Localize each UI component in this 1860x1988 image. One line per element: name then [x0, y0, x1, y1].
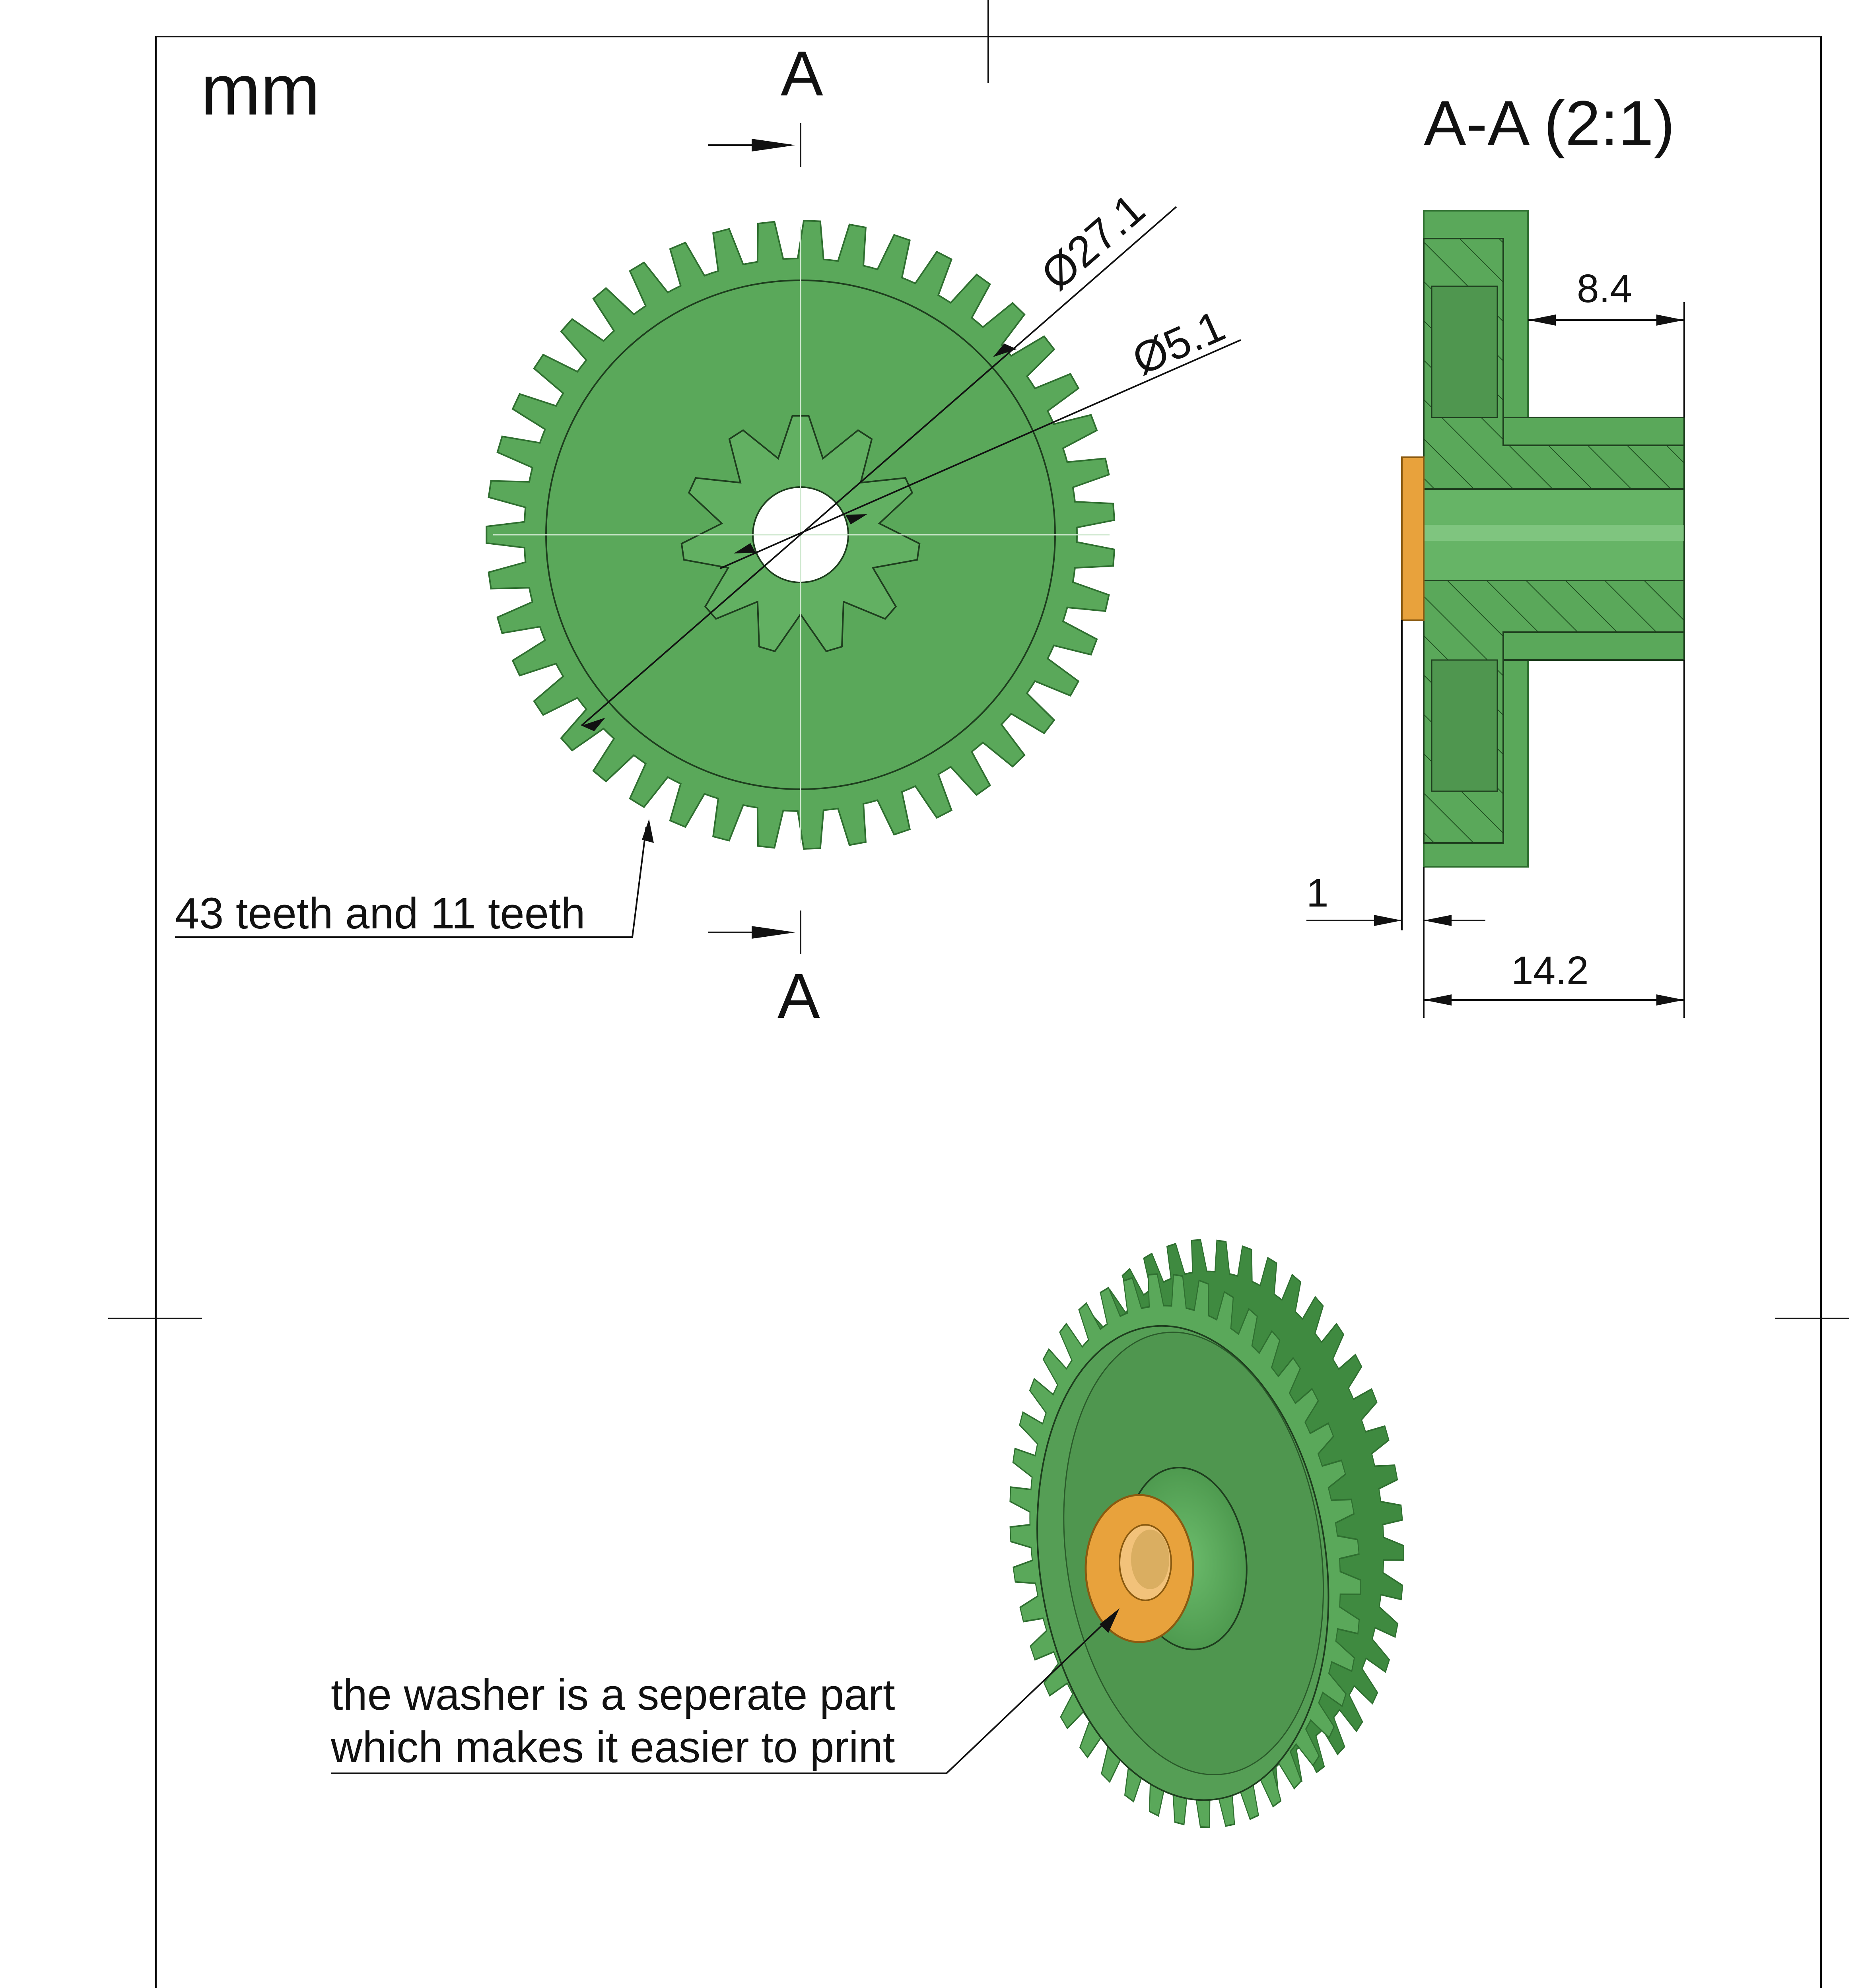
dim-hub-length: 8.4 — [1577, 266, 1633, 311]
iso-washer — [1086, 1495, 1193, 1642]
iso-view — [330, 1217, 1442, 1850]
teeth-note-arrow — [642, 819, 654, 843]
dim-8-4-arrow-left — [1528, 315, 1556, 326]
dim-14-2-arrow-right — [1656, 994, 1684, 1006]
section-groove-lower — [1432, 660, 1497, 791]
dim-bore-diameter: Ø5.1 — [1125, 301, 1232, 384]
dim-1-arrow-right — [1424, 915, 1452, 926]
teeth-note: 43 teeth and 11 teeth — [175, 889, 585, 938]
dim-total: 14.2 — [1511, 948, 1589, 993]
iso-note-line2: which makes it easier to print — [331, 1723, 895, 1772]
section-view-title: A-A (2:1) — [1424, 87, 1675, 159]
dim-washer: 1 — [1306, 871, 1329, 915]
iso-note-line1: the washer is a seperate part — [331, 1670, 895, 1719]
section-view — [1306, 87, 1684, 1018]
dim-1-arrow-left — [1374, 915, 1402, 926]
section-arrow-top — [752, 139, 795, 151]
section-bore-highlight — [1424, 525, 1684, 541]
section-groove-upper — [1432, 286, 1497, 417]
front-view — [175, 38, 1241, 1031]
dim-8-4-arrow-right — [1656, 315, 1684, 326]
section-washer — [1402, 457, 1424, 620]
section-arrow-bottom — [752, 926, 795, 939]
section-hub — [1503, 417, 1684, 445]
section-mark-top: A — [781, 38, 823, 109]
dim-14-2-arrow-left — [1424, 994, 1452, 1006]
dim-outer-diameter: Ø27.1 — [1032, 184, 1154, 300]
units-label: mm — [201, 50, 320, 130]
section-mark-bottom: A — [777, 960, 820, 1031]
section-hub-lower — [1503, 632, 1684, 660]
